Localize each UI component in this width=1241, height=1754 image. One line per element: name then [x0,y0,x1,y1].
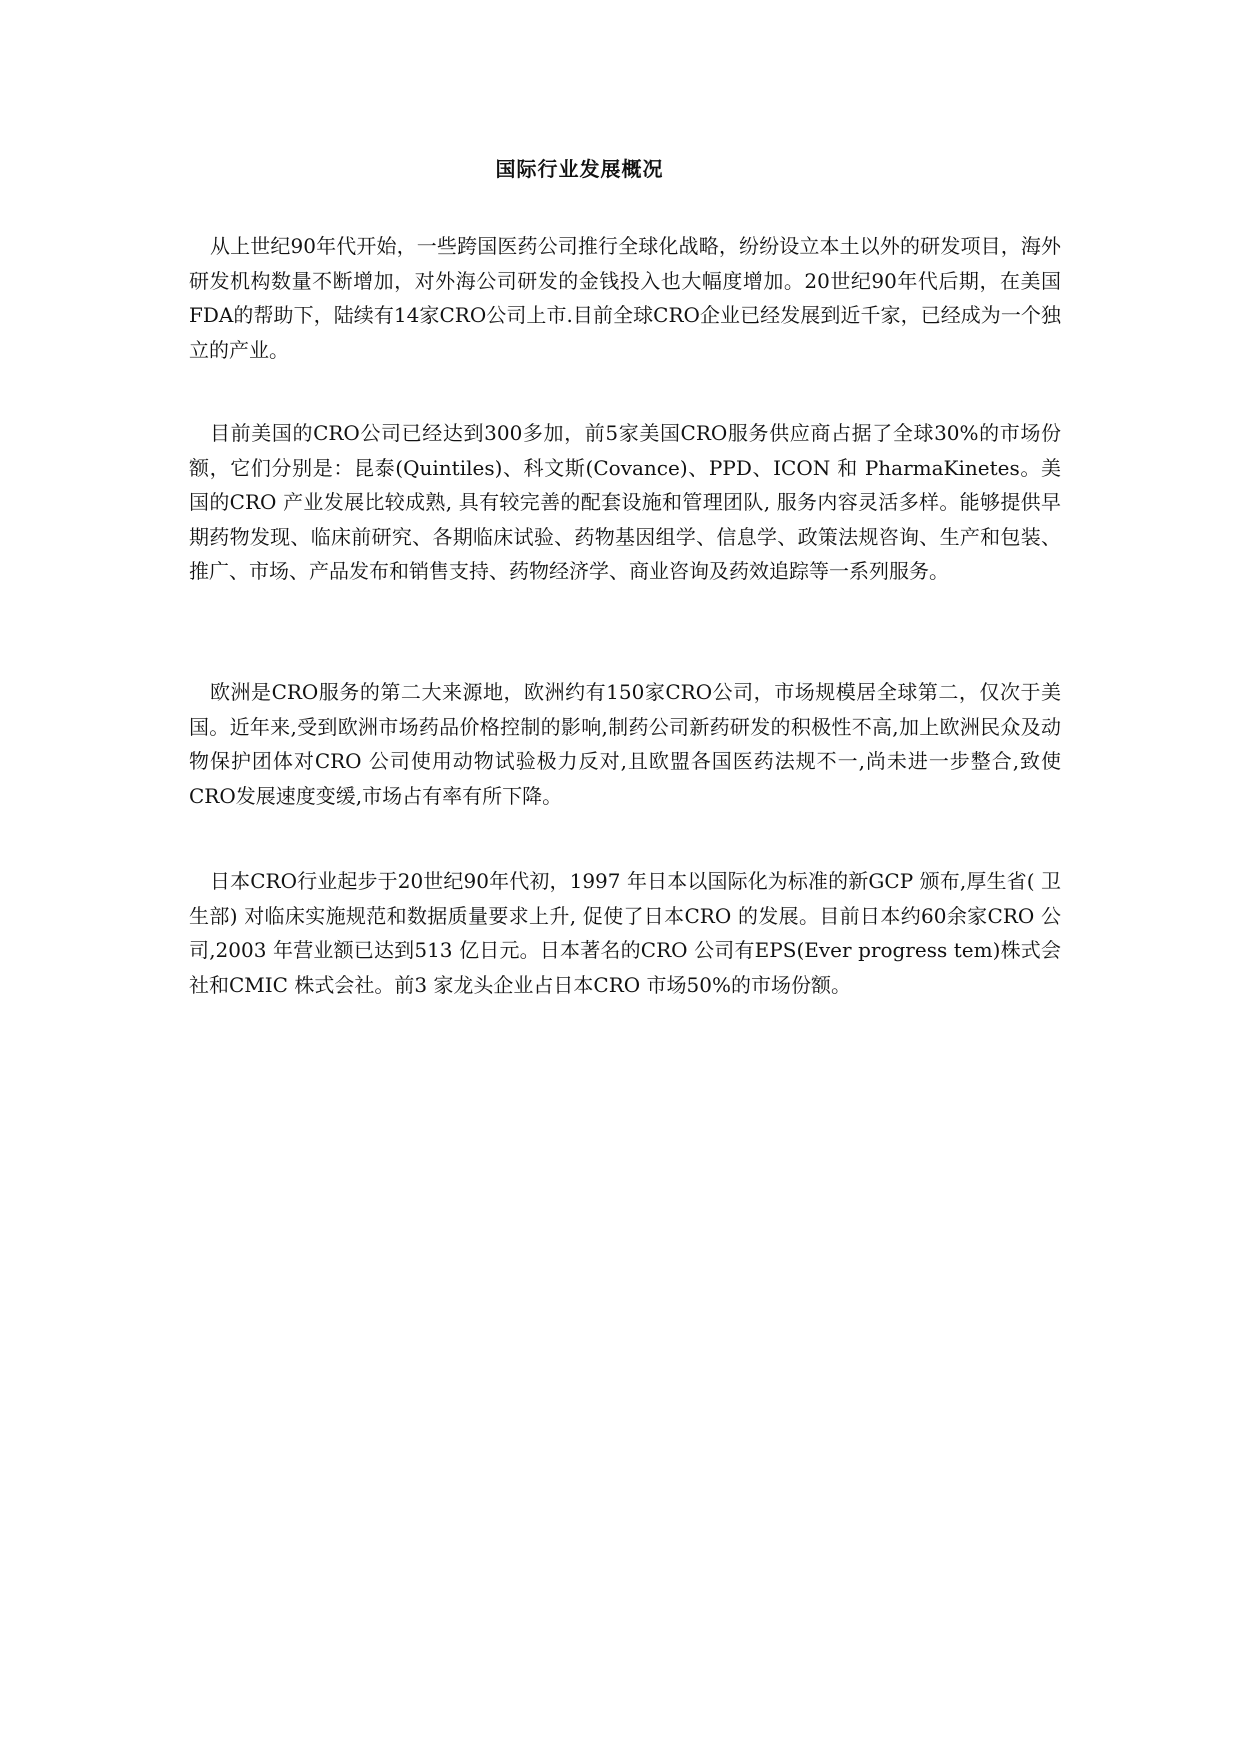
paragraph-europe-cro: 欧洲是CRO服务的第二大来源地，欧洲约有150家CRO公司，市场规模居全球第二，仅次于美国。近年来,受到欧洲市场药品价格控制的影响,制药公司新药研发的积极性不高,加上欧洲民众及动物保护团体对CRO 公司使用动物试验极力反对,且欧盟各国医药法规不一,尚未进一步整合,致使CRO发展速度变缓,市场占有率有所下降。 [189,680,1061,808]
paragraph-japan-cro: 日本CRO行业起步于20世纪90年代初，1997 年日本以国际化为标准的新GCP 颁布,厚生省( 卫生部) 对临床实施规范和数据质量要求上升, 促使了日本CRO 的发展。目前日本约60余家CRO 公司,2003 年营业额已达到513 亿日元。日本著名的CRO 公司有EPS(Ever progress tem)株式会社和CMIC 株式会社。前3 家龙头企业占日本CRO 市场50%的市场份额。 [189,869,1061,997]
paragraph-us-cro: 目前美国的CRO公司已经达到300多加，前5家美国CRO服务供应商占据了全球30%的市场份额，它们分别是：昆泰(Quintiles)、科文斯(Covance)、PPD、ICON 和 PharmaKinetes。美国的CRO 产业发展比较成熟, 具有较完善的配套设施和管理团队, 服务内容灵活多样。能够提供早期药物发现、临床前研究、各期临床试验、药物基因组学、信息学、政策法规咨询、生产和包装、推广、市场、产品发布和销售支持、药物经济学、商业咨询及药效追踪等一系列服务。 [189,421,1061,583]
paragraph-global-overview: 从上世纪90年代开始，一些跨国医药公司推行全球化战略，纷纷设立本土以外的研发项目，海外研发机构数量不断增加，对外海公司研发的金钱投入也大幅度增加。20世纪90年代后期，在美国FDA的帮助下，陆续有14家CRO公司上市.目前全球CRO企业已经发展到近千家，已经成为一个独立的产业。 [189,234,1061,362]
document-title: 国际行业发展概况 [495,157,664,181]
